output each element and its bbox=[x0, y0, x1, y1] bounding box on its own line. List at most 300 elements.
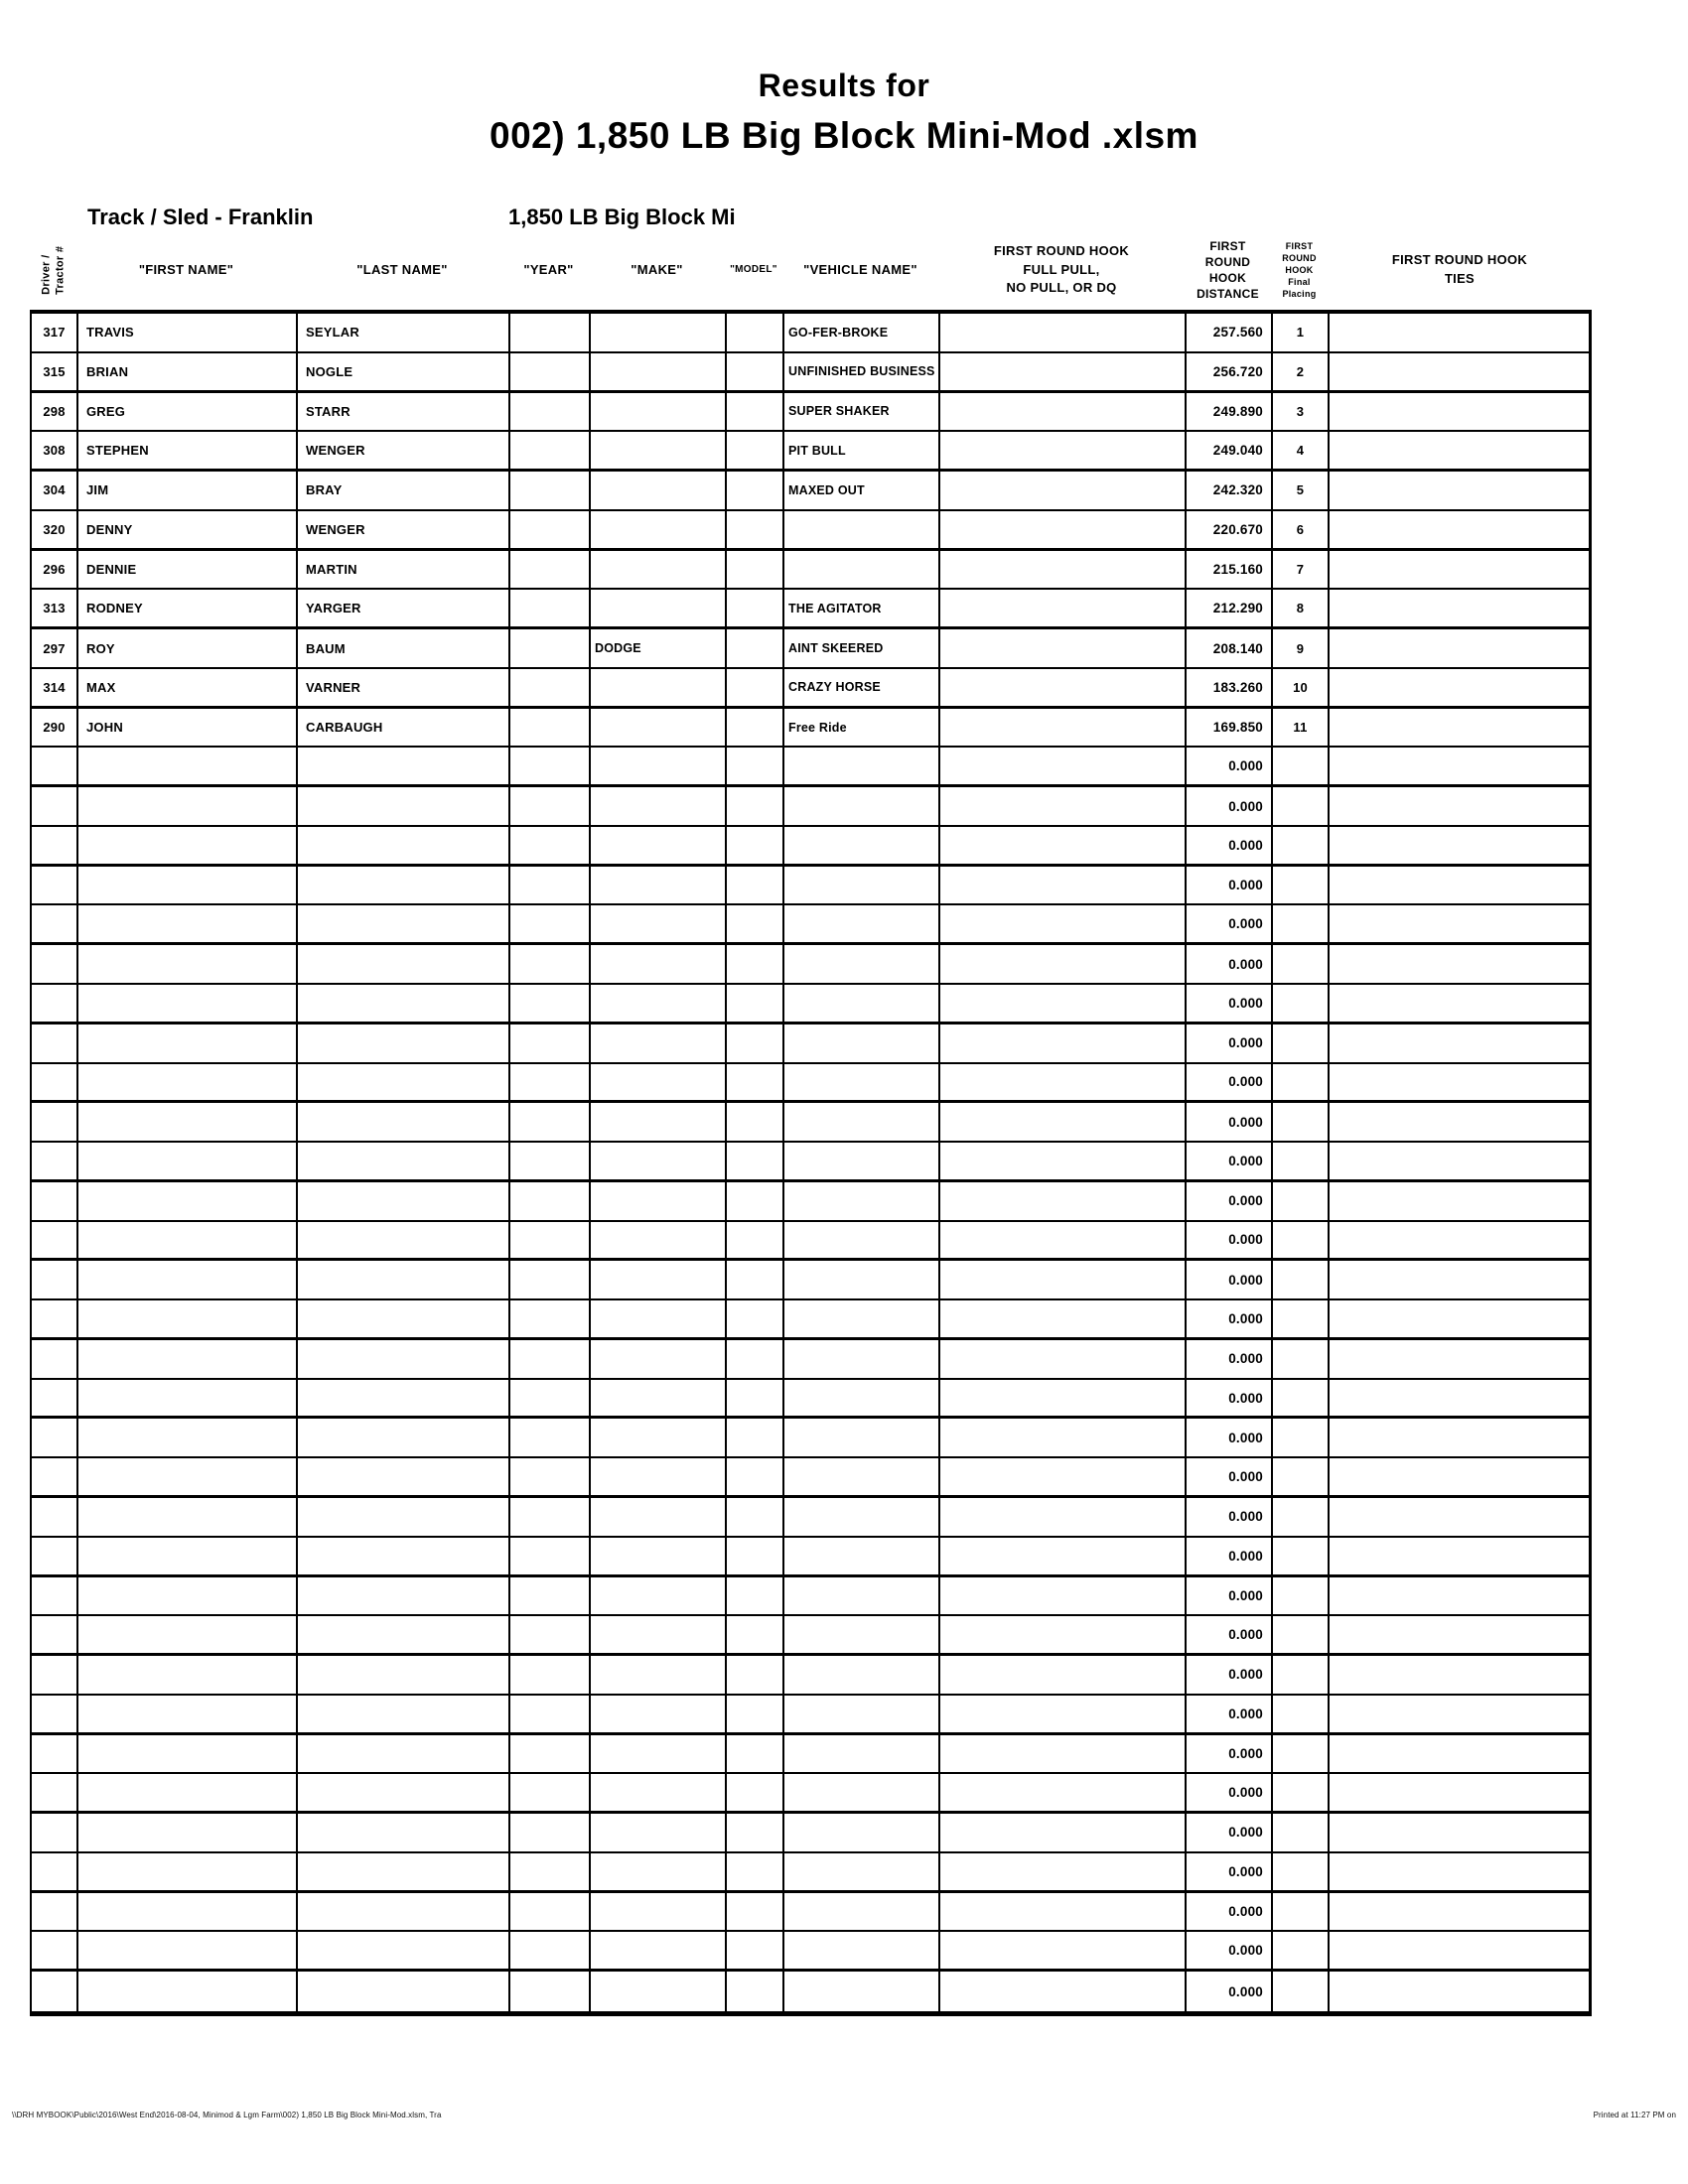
cell-tractor-number bbox=[32, 1656, 78, 1694]
cell-year bbox=[510, 748, 591, 784]
cell-hook-result bbox=[940, 590, 1187, 626]
cell-vehicle-name bbox=[784, 511, 940, 548]
cell-vehicle-name bbox=[784, 1932, 940, 1969]
cell-hook-distance: 242.320 bbox=[1187, 472, 1273, 509]
cell-final-placing bbox=[1273, 1182, 1330, 1220]
cell-hook-distance: 0.000 bbox=[1187, 1538, 1273, 1574]
cell-tractor-number bbox=[32, 748, 78, 784]
cell-hook-result bbox=[940, 905, 1187, 942]
cell-final-placing bbox=[1273, 1893, 1330, 1931]
cell-hook-result bbox=[940, 1814, 1187, 1851]
cell-final-placing bbox=[1273, 1024, 1330, 1062]
cell-year bbox=[510, 590, 591, 626]
cell-hook-result bbox=[940, 629, 1187, 667]
cell-vehicle-name bbox=[784, 1577, 940, 1615]
cell-first-name: STEPHEN bbox=[78, 432, 298, 469]
cell-first-name bbox=[78, 945, 298, 983]
cell-last-name bbox=[298, 748, 510, 784]
cell-make bbox=[591, 1024, 727, 1062]
cell-last-name bbox=[298, 867, 510, 904]
cell-first-name bbox=[78, 748, 298, 784]
cell-final-placing bbox=[1273, 1498, 1330, 1536]
cell-hook-result bbox=[940, 1656, 1187, 1694]
cell-hook-ties bbox=[1330, 1893, 1594, 1931]
cell-vehicle-name bbox=[784, 1972, 940, 2011]
cell-make bbox=[591, 827, 727, 864]
cell-vehicle-name: THE AGITATOR bbox=[784, 590, 940, 626]
cell-final-placing bbox=[1273, 1972, 1330, 2011]
cell-final-placing bbox=[1273, 1616, 1330, 1653]
cell-hook-result bbox=[940, 1577, 1187, 1615]
cell-final-placing bbox=[1273, 1656, 1330, 1694]
cell-model bbox=[727, 1340, 784, 1378]
cell-hook-ties bbox=[1330, 1814, 1594, 1851]
cell-first-name bbox=[78, 1143, 298, 1179]
cell-hook-ties bbox=[1330, 905, 1594, 942]
cell-model bbox=[727, 472, 784, 509]
cell-make bbox=[591, 1064, 727, 1101]
cell-first-name bbox=[78, 1893, 298, 1931]
cell-last-name bbox=[298, 1261, 510, 1298]
cell-make bbox=[591, 1340, 727, 1378]
cell-hook-distance: 183.260 bbox=[1187, 669, 1273, 706]
cell-hook-ties bbox=[1330, 472, 1594, 509]
cell-first-name: BRIAN bbox=[78, 353, 298, 390]
cell-tractor-number: 315 bbox=[32, 353, 78, 390]
cell-make bbox=[591, 669, 727, 706]
cell-hook-ties bbox=[1330, 1340, 1594, 1378]
cell-tractor-number bbox=[32, 1380, 78, 1417]
cell-first-name bbox=[78, 1853, 298, 1890]
cell-hook-result bbox=[940, 314, 1187, 351]
cell-last-name: SEYLAR bbox=[298, 314, 510, 351]
cell-final-placing bbox=[1273, 1853, 1330, 1890]
cell-first-name bbox=[78, 787, 298, 825]
cell-first-name bbox=[78, 1024, 298, 1062]
cell-hook-distance: 0.000 bbox=[1187, 748, 1273, 784]
cell-first-name bbox=[78, 1616, 298, 1653]
cell-vehicle-name bbox=[784, 1143, 940, 1179]
cell-final-placing: 10 bbox=[1273, 669, 1330, 706]
cell-hook-ties bbox=[1330, 1380, 1594, 1417]
cell-tractor-number: 290 bbox=[32, 709, 78, 747]
cell-hook-ties bbox=[1330, 1616, 1594, 1653]
footer-file-path: \\DRH MYBOOK\Public\2016\West End\2016-08-04, Minimod & Lgm Farm\002) 1,850 LB Big Block Mini-Mod.xlsm, Tra bbox=[12, 2111, 442, 2119]
cell-make bbox=[591, 1538, 727, 1574]
cell-make: DODGE bbox=[591, 629, 727, 667]
track-sled-label: Track / Sled - Franklin bbox=[87, 205, 314, 229]
header-vehicle-name: "VEHICLE NAME" bbox=[803, 261, 917, 277]
cell-vehicle-name bbox=[784, 1103, 940, 1141]
cell-last-name bbox=[298, 1380, 510, 1417]
cell-last-name bbox=[298, 1300, 510, 1337]
cell-tractor-number: 314 bbox=[32, 669, 78, 706]
cell-make bbox=[591, 709, 727, 747]
report-title-line2: 002) 1,850 LB Big Block Mini-Mod .xlsm bbox=[490, 115, 1198, 156]
cell-first-name bbox=[78, 1498, 298, 1536]
cell-last-name: YARGER bbox=[298, 590, 510, 626]
cell-year bbox=[510, 1222, 591, 1259]
cell-hook-result bbox=[940, 1340, 1187, 1378]
cell-hook-result bbox=[940, 709, 1187, 747]
cell-tractor-number: 297 bbox=[32, 629, 78, 667]
cell-make bbox=[591, 1932, 727, 1969]
cell-tractor-number: 317 bbox=[32, 314, 78, 351]
cell-last-name: STARR bbox=[298, 393, 510, 431]
cell-year bbox=[510, 314, 591, 351]
cell-vehicle-name bbox=[784, 945, 940, 983]
cell-hook-result bbox=[940, 1696, 1187, 1732]
cell-hook-distance: 169.850 bbox=[1187, 709, 1273, 747]
table-row bbox=[32, 1340, 1589, 1380]
cell-year bbox=[510, 1103, 591, 1141]
cell-hook-distance: 0.000 bbox=[1187, 905, 1273, 942]
cell-final-placing: 3 bbox=[1273, 393, 1330, 431]
table-row bbox=[32, 1458, 1589, 1498]
cell-hook-distance: 0.000 bbox=[1187, 1893, 1273, 1931]
cell-model bbox=[727, 1656, 784, 1694]
cell-final-placing bbox=[1273, 1814, 1330, 1851]
cell-hook-distance: 0.000 bbox=[1187, 1182, 1273, 1220]
table-row bbox=[32, 748, 1589, 787]
table-row bbox=[32, 590, 1589, 629]
table-row bbox=[32, 1774, 1589, 1814]
cell-vehicle-name bbox=[784, 1735, 940, 1773]
cell-final-placing bbox=[1273, 1735, 1330, 1773]
header-make: "MAKE" bbox=[631, 261, 683, 277]
cell-model bbox=[727, 669, 784, 706]
cell-make bbox=[591, 1577, 727, 1615]
cell-model bbox=[727, 1103, 784, 1141]
cell-hook-result bbox=[940, 985, 1187, 1022]
cell-final-placing bbox=[1273, 1419, 1330, 1456]
cell-hook-ties bbox=[1330, 1696, 1594, 1732]
cell-make bbox=[591, 1616, 727, 1653]
cell-hook-result bbox=[940, 867, 1187, 904]
cell-first-name bbox=[78, 1814, 298, 1851]
cell-model bbox=[727, 393, 784, 431]
cell-model bbox=[727, 985, 784, 1022]
cell-first-name bbox=[78, 1064, 298, 1101]
table-row bbox=[32, 709, 1589, 749]
cell-first-name bbox=[78, 1380, 298, 1417]
cell-hook-ties bbox=[1330, 709, 1594, 747]
cell-hook-ties bbox=[1330, 787, 1594, 825]
cell-year bbox=[510, 511, 591, 548]
cell-vehicle-name bbox=[784, 1498, 940, 1536]
cell-first-name bbox=[78, 1538, 298, 1574]
cell-hook-result bbox=[940, 1419, 1187, 1456]
cell-last-name: CARBAUGH bbox=[298, 709, 510, 747]
cell-final-placing: 4 bbox=[1273, 432, 1330, 469]
cell-vehicle-name: GO-FER-BROKE bbox=[784, 314, 940, 351]
table-row bbox=[32, 1616, 1589, 1656]
cell-first-name bbox=[78, 985, 298, 1022]
table-row bbox=[32, 314, 1589, 353]
cell-hook-distance: 0.000 bbox=[1187, 867, 1273, 904]
cell-hook-ties bbox=[1330, 551, 1594, 589]
cell-model bbox=[727, 1222, 784, 1259]
cell-vehicle-name: CRAZY HORSE bbox=[784, 669, 940, 706]
cell-year bbox=[510, 709, 591, 747]
cell-last-name bbox=[298, 1932, 510, 1969]
cell-make bbox=[591, 1300, 727, 1337]
cell-year bbox=[510, 432, 591, 469]
cell-final-placing bbox=[1273, 1143, 1330, 1179]
cell-final-placing bbox=[1273, 748, 1330, 784]
cell-first-name bbox=[78, 827, 298, 864]
cell-hook-distance: 0.000 bbox=[1187, 1498, 1273, 1536]
table-row bbox=[32, 1419, 1589, 1458]
cell-hook-result bbox=[940, 1774, 1187, 1811]
cell-hook-result bbox=[940, 748, 1187, 784]
cell-hook-ties bbox=[1330, 1103, 1594, 1141]
cell-model bbox=[727, 1538, 784, 1574]
cell-final-placing: 1 bbox=[1273, 314, 1330, 351]
header-driver-tractor: Driver / Tractor # bbox=[40, 245, 67, 295]
cell-year bbox=[510, 787, 591, 825]
cell-year bbox=[510, 1774, 591, 1811]
cell-last-name: WENGER bbox=[298, 432, 510, 469]
cell-last-name bbox=[298, 1972, 510, 2011]
cell-final-placing: 11 bbox=[1273, 709, 1330, 747]
cell-year bbox=[510, 669, 591, 706]
cell-vehicle-name bbox=[784, 1656, 940, 1694]
cell-last-name bbox=[298, 1774, 510, 1811]
cell-hook-distance: 0.000 bbox=[1187, 1696, 1273, 1732]
cell-make bbox=[591, 1380, 727, 1417]
cell-tractor-number bbox=[32, 1616, 78, 1653]
cell-hook-result bbox=[940, 945, 1187, 983]
cell-hook-ties bbox=[1330, 1932, 1594, 1969]
cell-tractor-number: 313 bbox=[32, 590, 78, 626]
cell-model bbox=[727, 1932, 784, 1969]
cell-final-placing bbox=[1273, 1103, 1330, 1141]
cell-hook-ties bbox=[1330, 1300, 1594, 1337]
cell-tractor-number bbox=[32, 1696, 78, 1732]
cell-vehicle-name bbox=[784, 748, 940, 784]
cell-hook-result bbox=[940, 1103, 1187, 1141]
cell-model bbox=[727, 314, 784, 351]
cell-year bbox=[510, 1182, 591, 1220]
cell-year bbox=[510, 1064, 591, 1101]
cell-hook-distance: 0.000 bbox=[1187, 1024, 1273, 1062]
cell-final-placing: 7 bbox=[1273, 551, 1330, 589]
cell-vehicle-name: Free Ride bbox=[784, 709, 940, 747]
cell-hook-distance: 212.290 bbox=[1187, 590, 1273, 626]
cell-vehicle-name bbox=[784, 1064, 940, 1101]
cell-last-name: VARNER bbox=[298, 669, 510, 706]
cell-hook-result bbox=[940, 1064, 1187, 1101]
cell-make bbox=[591, 1656, 727, 1694]
cell-model bbox=[727, 1300, 784, 1337]
cell-hook-ties bbox=[1330, 748, 1594, 784]
cell-tractor-number: 320 bbox=[32, 511, 78, 548]
cell-hook-result bbox=[940, 1498, 1187, 1536]
table-row bbox=[32, 1696, 1589, 1735]
cell-last-name: NOGLE bbox=[298, 353, 510, 390]
cell-first-name bbox=[78, 1300, 298, 1337]
cell-hook-ties bbox=[1330, 985, 1594, 1022]
cell-tractor-number bbox=[32, 827, 78, 864]
cell-hook-ties bbox=[1330, 1538, 1594, 1574]
cell-make bbox=[591, 945, 727, 983]
cell-vehicle-name bbox=[784, 787, 940, 825]
cell-year bbox=[510, 1656, 591, 1694]
cell-tractor-number: 308 bbox=[32, 432, 78, 469]
cell-year bbox=[510, 629, 591, 667]
table-row bbox=[32, 1577, 1589, 1617]
table-row bbox=[32, 905, 1589, 945]
cell-make bbox=[591, 1972, 727, 2011]
cell-hook-distance: 0.000 bbox=[1187, 1656, 1273, 1694]
cell-tractor-number bbox=[32, 1064, 78, 1101]
cell-hook-result bbox=[940, 1735, 1187, 1773]
table-row bbox=[32, 1103, 1589, 1143]
cell-first-name: RODNEY bbox=[78, 590, 298, 626]
cell-year bbox=[510, 1932, 591, 1969]
cell-year bbox=[510, 1419, 591, 1456]
cell-first-name: JOHN bbox=[78, 709, 298, 747]
cell-hook-result bbox=[940, 1458, 1187, 1495]
cell-hook-distance: 0.000 bbox=[1187, 1143, 1273, 1179]
cell-model bbox=[727, 1419, 784, 1456]
cell-year bbox=[510, 1340, 591, 1378]
cell-tractor-number: 304 bbox=[32, 472, 78, 509]
cell-make bbox=[591, 787, 727, 825]
cell-vehicle-name bbox=[784, 905, 940, 942]
cell-year bbox=[510, 1498, 591, 1536]
cell-last-name bbox=[298, 1696, 510, 1732]
cell-final-placing: 6 bbox=[1273, 511, 1330, 548]
cell-vehicle-name: UNFINISHED BUSINESS bbox=[784, 353, 940, 390]
cell-hook-ties bbox=[1330, 314, 1594, 351]
cell-vehicle-name bbox=[784, 867, 940, 904]
cell-year bbox=[510, 1696, 591, 1732]
cell-first-name: TRAVIS bbox=[78, 314, 298, 351]
cell-tractor-number bbox=[32, 1182, 78, 1220]
cell-vehicle-name bbox=[784, 1261, 940, 1298]
cell-make bbox=[591, 1182, 727, 1220]
cell-hook-distance: 0.000 bbox=[1187, 1340, 1273, 1378]
table-row bbox=[32, 1656, 1589, 1696]
cell-vehicle-name bbox=[784, 1340, 940, 1378]
cell-tractor-number bbox=[32, 1538, 78, 1574]
cell-model bbox=[727, 590, 784, 626]
cell-tractor-number: 298 bbox=[32, 393, 78, 431]
cell-last-name bbox=[298, 1814, 510, 1851]
cell-first-name bbox=[78, 1774, 298, 1811]
cell-first-name bbox=[78, 867, 298, 904]
cell-tractor-number bbox=[32, 985, 78, 1022]
cell-make bbox=[591, 1222, 727, 1259]
cell-hook-result bbox=[940, 1853, 1187, 1890]
cell-make bbox=[591, 1261, 727, 1298]
table-row bbox=[32, 669, 1589, 709]
cell-model bbox=[727, 1577, 784, 1615]
cell-make bbox=[591, 353, 727, 390]
cell-year bbox=[510, 1458, 591, 1495]
results-table-body bbox=[30, 310, 1592, 2016]
cell-model bbox=[727, 787, 784, 825]
cell-last-name bbox=[298, 827, 510, 864]
cell-vehicle-name bbox=[784, 1893, 940, 1931]
cell-hook-distance: 215.160 bbox=[1187, 551, 1273, 589]
cell-hook-ties bbox=[1330, 1024, 1594, 1062]
cell-hook-distance: 0.000 bbox=[1187, 1419, 1273, 1456]
cell-tractor-number bbox=[32, 1261, 78, 1298]
cell-make bbox=[591, 590, 727, 626]
cell-model bbox=[727, 1064, 784, 1101]
cell-hook-result bbox=[940, 551, 1187, 589]
header-first-round-hook-ties: FIRST ROUND HOOK TIES bbox=[1391, 252, 1528, 286]
cell-vehicle-name bbox=[784, 551, 940, 589]
cell-hook-ties bbox=[1330, 1498, 1594, 1536]
cell-model bbox=[727, 1735, 784, 1773]
cell-vehicle-name bbox=[784, 1024, 940, 1062]
table-row bbox=[32, 551, 1589, 591]
cell-first-name: DENNY bbox=[78, 511, 298, 548]
cell-final-placing bbox=[1273, 905, 1330, 942]
table-row bbox=[32, 1972, 1589, 2011]
cell-model bbox=[727, 709, 784, 747]
table-row bbox=[32, 1380, 1589, 1420]
cell-make bbox=[591, 1143, 727, 1179]
cell-hook-ties bbox=[1330, 393, 1594, 431]
cell-final-placing bbox=[1273, 1538, 1330, 1574]
cell-last-name bbox=[298, 1222, 510, 1259]
header-first-round-hook-result: FIRST ROUND HOOK FULL PULL, NO PULL, OR DQ bbox=[993, 242, 1130, 296]
cell-hook-ties bbox=[1330, 1735, 1594, 1773]
table-row bbox=[32, 629, 1589, 669]
cell-hook-ties bbox=[1330, 1853, 1594, 1890]
report-title-line1: Results for bbox=[758, 68, 930, 103]
cell-hook-distance: 0.000 bbox=[1187, 1300, 1273, 1337]
cell-model bbox=[727, 1616, 784, 1653]
cell-first-name bbox=[78, 1182, 298, 1220]
cell-make bbox=[591, 1814, 727, 1851]
cell-year bbox=[510, 1261, 591, 1298]
cell-last-name bbox=[298, 1577, 510, 1615]
cell-hook-result bbox=[940, 669, 1187, 706]
cell-hook-ties bbox=[1330, 353, 1594, 390]
cell-model bbox=[727, 867, 784, 904]
table-row bbox=[32, 1222, 1589, 1262]
cell-hook-distance: 0.000 bbox=[1187, 1064, 1273, 1101]
table-row bbox=[32, 787, 1589, 827]
cell-hook-ties bbox=[1330, 590, 1594, 626]
cell-model bbox=[727, 1024, 784, 1062]
cell-hook-result bbox=[940, 1182, 1187, 1220]
cell-hook-ties bbox=[1330, 669, 1594, 706]
cell-year bbox=[510, 1616, 591, 1653]
table-row bbox=[32, 353, 1589, 393]
cell-last-name bbox=[298, 1616, 510, 1653]
cell-final-placing bbox=[1273, 1261, 1330, 1298]
cell-final-placing bbox=[1273, 1222, 1330, 1259]
cell-tractor-number bbox=[32, 1103, 78, 1141]
cell-last-name bbox=[298, 945, 510, 983]
cell-first-name: DENNIE bbox=[78, 551, 298, 589]
cell-first-name bbox=[78, 1103, 298, 1141]
cell-hook-result bbox=[940, 827, 1187, 864]
cell-hook-ties bbox=[1330, 1261, 1594, 1298]
cell-make bbox=[591, 1696, 727, 1732]
cell-make bbox=[591, 472, 727, 509]
cell-hook-ties bbox=[1330, 432, 1594, 469]
cell-vehicle-name bbox=[784, 1696, 940, 1732]
table-row bbox=[32, 1300, 1589, 1340]
